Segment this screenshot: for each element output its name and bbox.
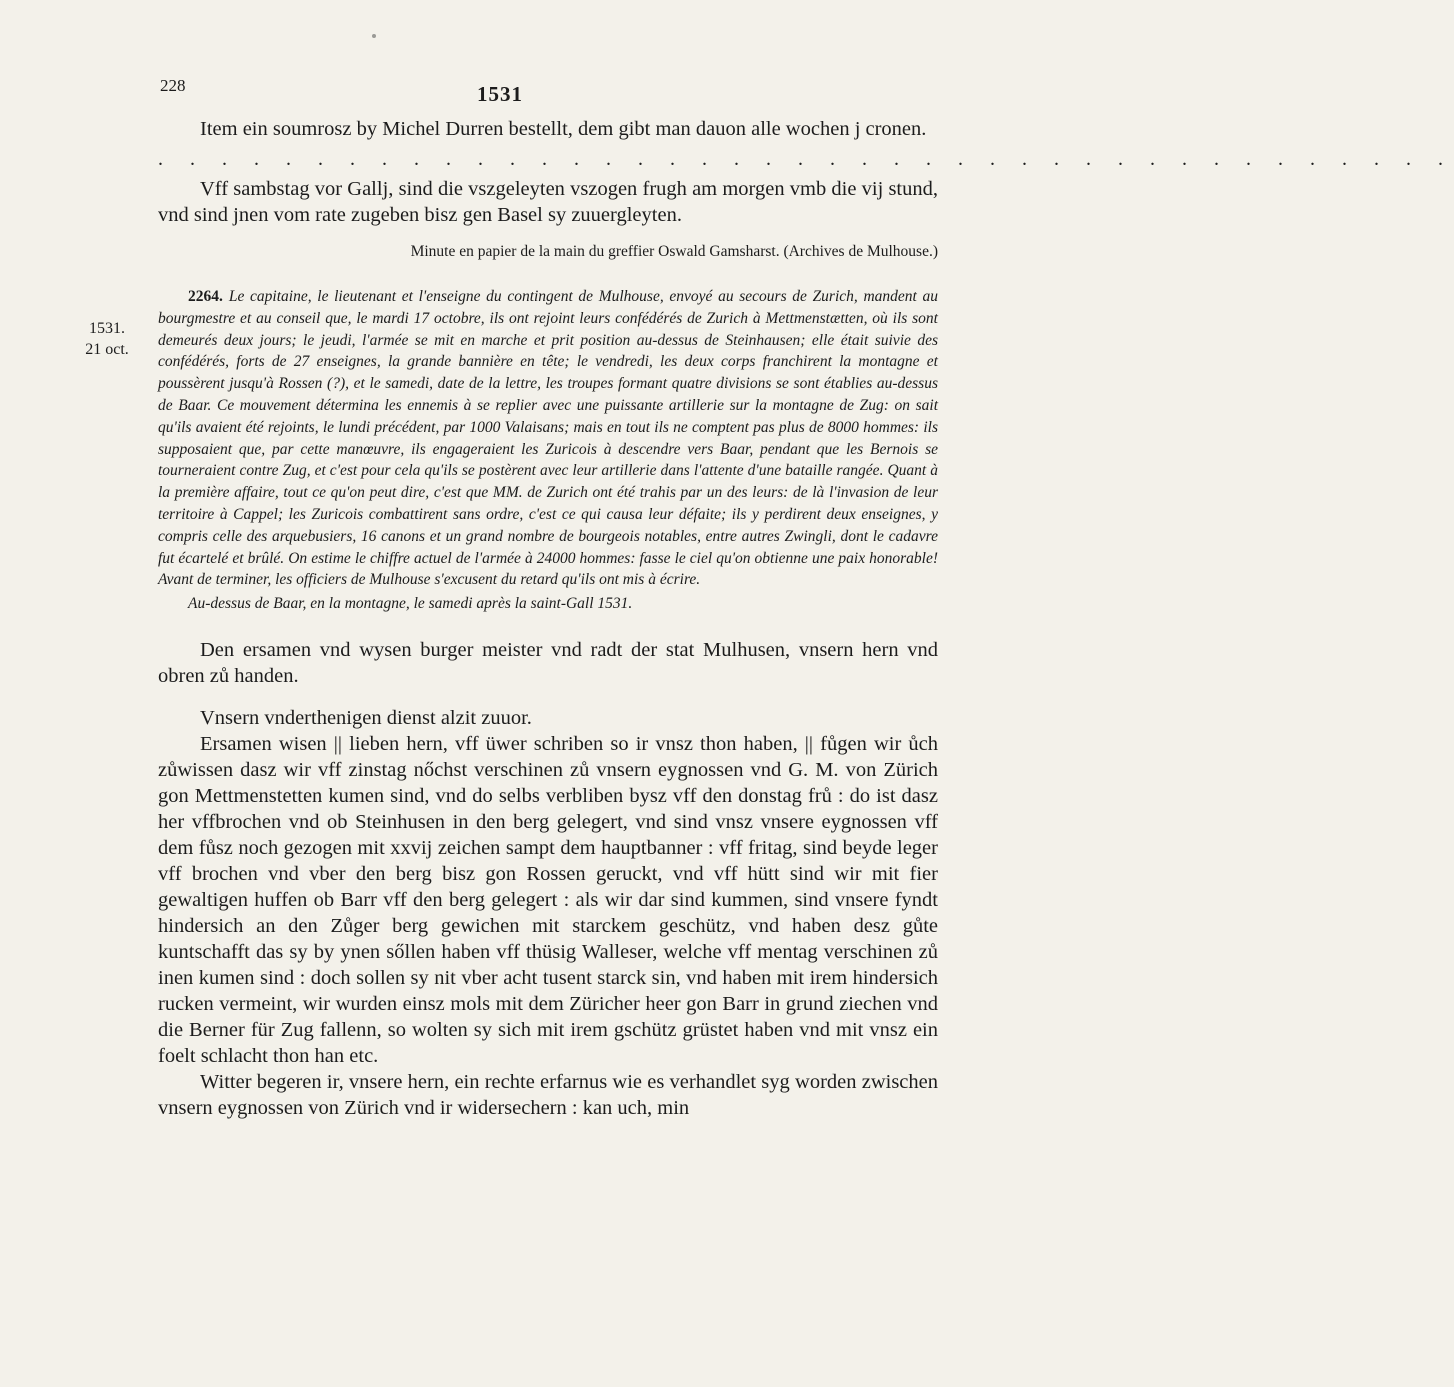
document-number: 2264. <box>188 288 223 305</box>
margin-day: 21 oct. <box>85 341 129 358</box>
margin-year: 1531. <box>89 320 125 337</box>
summary-text: Le capitaine, le lieutenant et l'enseigne du contingent de Mulhouse, envoyé au secours de Zurich, mandent au bourgmestre et au conseil que, le mardi 17 octobre, ils ont rejoint leurs confédérés de Zurich à Mettmenstætten, où ils sont demeurés deux jours; le jeudi, l'armée se mit en marche et prit position au-dessus de Steinhausen; elle était suivie des confédérés, forts de 27 enseignes, la grande bannière en tête; le vendredi, les deux corps franchirent la montagne et poussèrent jusqu'à Rossen (?), et le samedi, date de la lettre, les troupes formant quatre divisions se sont établies au-dessus de Baar. Ce mouvement détermina les ennemis à se replier avec une puissante artillerie sur la montagne de Zug: on sait qu'ils avaient été rejoints, le lundi précédent, par 1000 Valaisans; mais en tout ils ne comptent pas plus de 8000 hommes: ils supposaient que, par cette manœuvre, ils engageraient les Zuricois à descendre vers Baar, pendant que les Bernois se tourneraient contre Zug, et c'est pour cela qu'ils se postèrent avec leur artillerie dans l'attente d'une bataille rangée. Quant à la première affaire, tout ce qu'on peut dire, c'est que MM. de Zurich ont été trahis par un des leurs: de là l'invasion de leur territoire à Cappel; les Zuricois combattirent sans ordre, c'est ce qui causa leur défaite; ils y perdirent deux enseignes, y compris celle des arquebusiers, 16 canons et un grand nombre de bourgeois notables, entre autres Zwingli, dont le cadavre fut écartelé et brûlé. On estime le chiffre actuel de l'armée à 24000 hommes: fasse le ciel qu'on obtienne une paix honorable! Avant de terminer, les officiers de Mulhouse s'excusent du retard qu'ils ont mis à écrire. <box>158 288 938 589</box>
letter-body: Ersamen wisen || lieben hern, vff üwer schriben so ir vnsz thon haben, || fůgen wir ůch zůwissen dasz wir vff zinstag nőchst verschinen zů vnsern eygnossen vnd G. M. von Zürich gon Mettmenstetten kumen sind, vnd do selbs verbliben bysz vff den donstag frů : do ist dasz her vffbrochen vnd ob Steinhusen in den berg gelegert, vnd sind vnsz vnsere eygnossen vff dem fůsz noch gezogen mit xxvij zeichen sampt dem hauptbanner : vff fritag, sind beyde leger vff brochen vnd vber den berg bisz gon Rossen geruckt, vnd vff hütt sind wir mit fier gewaltigen huffen ob Barr vff den berg gelegert : als wir dar sind kummen, sind vnsere fyndt hindersich an den Zůger berg gewichen mit starckem geschütz, vnd haben desz gůte kuntschafft das sy by ynen sőllen haben vff thüsig Walleser, welche vff mentag verschinen zů inen kumen sind : doch sollen sy nit vber acht tusent starck sin, vnd haben mit irem hindersich rucken vermeint, wir wurden einsz mols mit dem Züricher heer gon Barr in grund ziechen vnd die Berner für Zug fallenn, so wolten sy sich mit irem gschütz grüstet haben vnd mit vnsz ein foelt schlacht thon han etc. <box>158 733 938 1068</box>
page-number: 228 <box>160 76 186 95</box>
running-head-year: 1531 <box>477 82 523 106</box>
margin-date <box>78 318 136 360</box>
letter-greeting: Vnsern vnderthenigen dienst alzit zuuor. <box>200 707 532 730</box>
ellipsis-line: . . . . . . . . . . . . . . . . . . . . . . . . . . . . . . . . . . . . . . . . . <box>158 148 1454 170</box>
summary-dateline: Au-dessus de Baar, en la montagne, le samedi après la saint-Gall 1531. <box>188 595 633 613</box>
document-summary <box>158 286 938 591</box>
paragraph-departure: Vff sambstag vor Gallj, sind die vszgeleyten vszogen frugh am morgen vmb die vij stund, vnd sind jnen vom rate zugeben bisz gen Basel sy zuuergleyten. <box>158 178 938 226</box>
paper-speck <box>372 34 376 38</box>
text-body <box>158 116 1454 1121</box>
letter-final-paragraph: Witter begeren ir, vnsere hern, ein rechte erfarnus wie es verhandlet syg worden zwischen vnsern eygnossen von Zürich vnd ir widersechern : kan uch, min <box>158 1071 938 1120</box>
paragraph-item: Item ein soumrosz by Michel Durren bestellt, dem gibt man dauon alle wochen j cronen. <box>200 118 927 140</box>
source-note: Minute en papier de la main du greffier Oswald Gamsharst. (Archives de Mulhouse.) <box>410 243 938 260</box>
letter-address: Den ersamen vnd wysen burger meister vnd radt der stat Mulhusen, vnsern hern vnd obren zů handen. <box>158 639 938 688</box>
